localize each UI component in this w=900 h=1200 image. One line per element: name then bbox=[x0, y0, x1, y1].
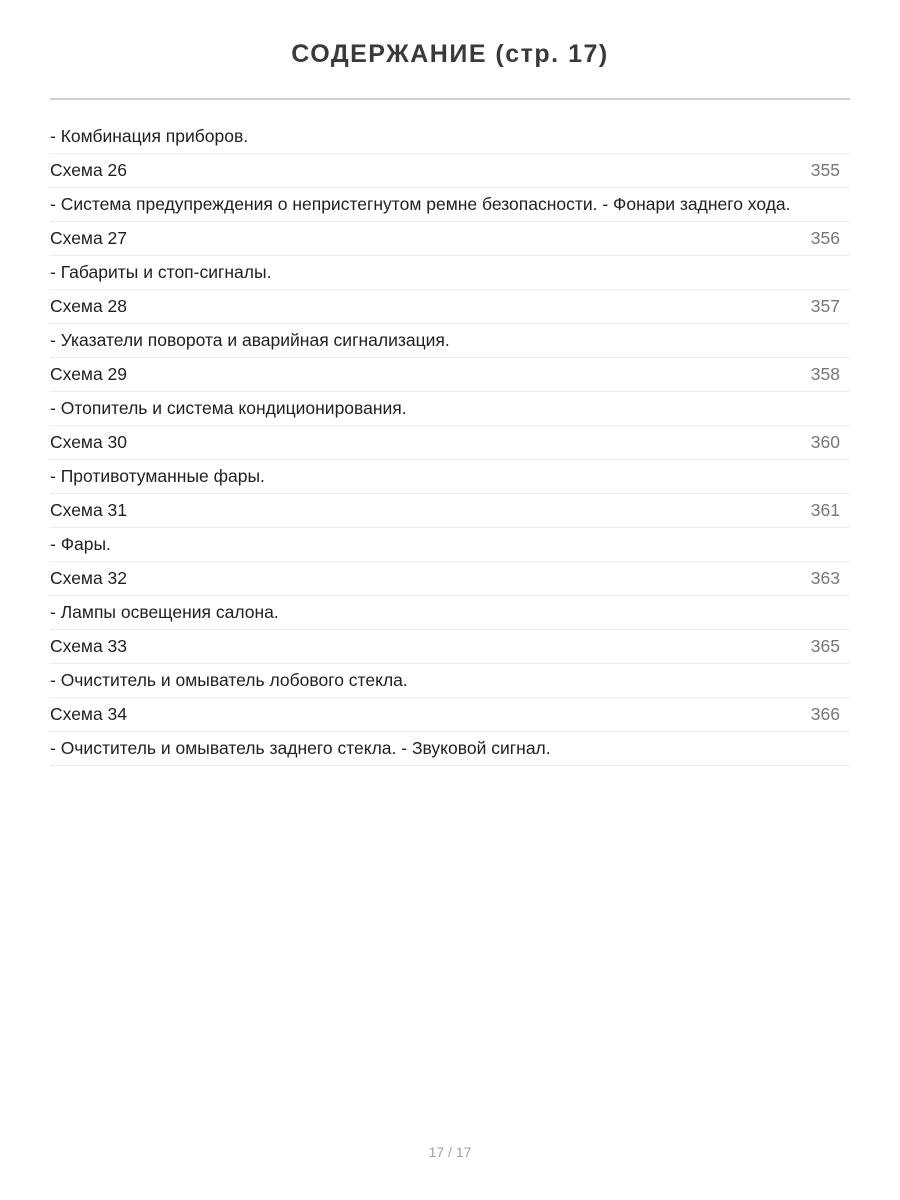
toc-entry-row[interactable] bbox=[50, 222, 850, 256]
toc-description: - Система предупреждения о непристегнутом ремне безопасности. - Фонари заднего хода. bbox=[50, 194, 791, 214]
toc-description: - Отопитель и система кондиционирования. bbox=[50, 398, 407, 418]
toc-description-row bbox=[50, 392, 850, 426]
toc-entry-label[interactable]: Схема 31 bbox=[50, 500, 128, 520]
toc-entry-label[interactable]: Схема 26 bbox=[50, 160, 128, 180]
toc-description-row bbox=[50, 188, 850, 222]
toc-entry-label[interactable]: Схема 28 bbox=[50, 296, 128, 316]
toc-entry-label[interactable]: Схема 33 bbox=[50, 636, 128, 656]
toc-description: - Комбинация приборов. bbox=[50, 126, 249, 146]
toc-entry-row[interactable] bbox=[50, 630, 850, 664]
toc-page-number: 357 bbox=[810, 296, 840, 316]
toc-description: - Габариты и стоп-сигналы. bbox=[50, 262, 272, 282]
toc-entry-row[interactable] bbox=[50, 154, 850, 188]
toc-entry-row[interactable] bbox=[50, 358, 850, 392]
toc-description-row bbox=[50, 528, 850, 562]
toc-entry-row[interactable] bbox=[50, 426, 850, 460]
page-title: СОДЕРЖАНИЕ (стр. 17) bbox=[291, 40, 609, 68]
toc-entry-row[interactable] bbox=[50, 698, 850, 732]
toc-description-row bbox=[50, 120, 850, 154]
toc-description: - Фары. bbox=[50, 534, 111, 554]
toc-entry-label[interactable]: Схема 30 bbox=[50, 432, 128, 452]
toc-description-row bbox=[50, 460, 850, 494]
toc-page-number: 361 bbox=[810, 500, 840, 520]
toc-page-number: 365 bbox=[810, 636, 840, 656]
toc-description-row bbox=[50, 596, 850, 630]
toc-description-row bbox=[50, 732, 850, 766]
toc-description: - Противотуманные фары. bbox=[50, 466, 265, 486]
page-counter: 17 / 17 bbox=[428, 1144, 472, 1160]
toc-description: - Очиститель и омыватель лобового стекла. bbox=[50, 670, 408, 690]
toc-page-number: 360 bbox=[810, 432, 840, 452]
toc-entry-label[interactable]: Схема 32 bbox=[50, 568, 128, 588]
toc-description-row bbox=[50, 664, 850, 698]
toc-description: - Лампы освещения салона. bbox=[50, 602, 279, 622]
toc-list bbox=[50, 120, 850, 766]
toc-description: - Очиститель и омыватель заднего стекла. - Звуковой сигнал. bbox=[50, 738, 551, 758]
toc-description: - Указатели поворота и аварийная сигнализация. bbox=[50, 330, 450, 350]
toc-page-number: 356 bbox=[810, 228, 840, 248]
toc-page-number: 363 bbox=[810, 568, 840, 588]
toc-page-number: 366 bbox=[810, 704, 840, 724]
toc-page-number: 355 bbox=[810, 160, 840, 180]
toc-entry-label[interactable]: Схема 27 bbox=[50, 228, 128, 248]
toc-description-row bbox=[50, 324, 850, 358]
title-divider bbox=[50, 98, 850, 100]
toc-entry-label[interactable]: Схема 34 bbox=[50, 704, 128, 724]
toc-entry-row[interactable] bbox=[50, 290, 850, 324]
toc-page-number: 358 bbox=[810, 364, 840, 384]
toc-description-row bbox=[50, 256, 850, 290]
toc-entry-row[interactable] bbox=[50, 562, 850, 596]
toc-entry-row[interactable] bbox=[50, 494, 850, 528]
toc-entry-label[interactable]: Схема 29 bbox=[50, 364, 128, 384]
